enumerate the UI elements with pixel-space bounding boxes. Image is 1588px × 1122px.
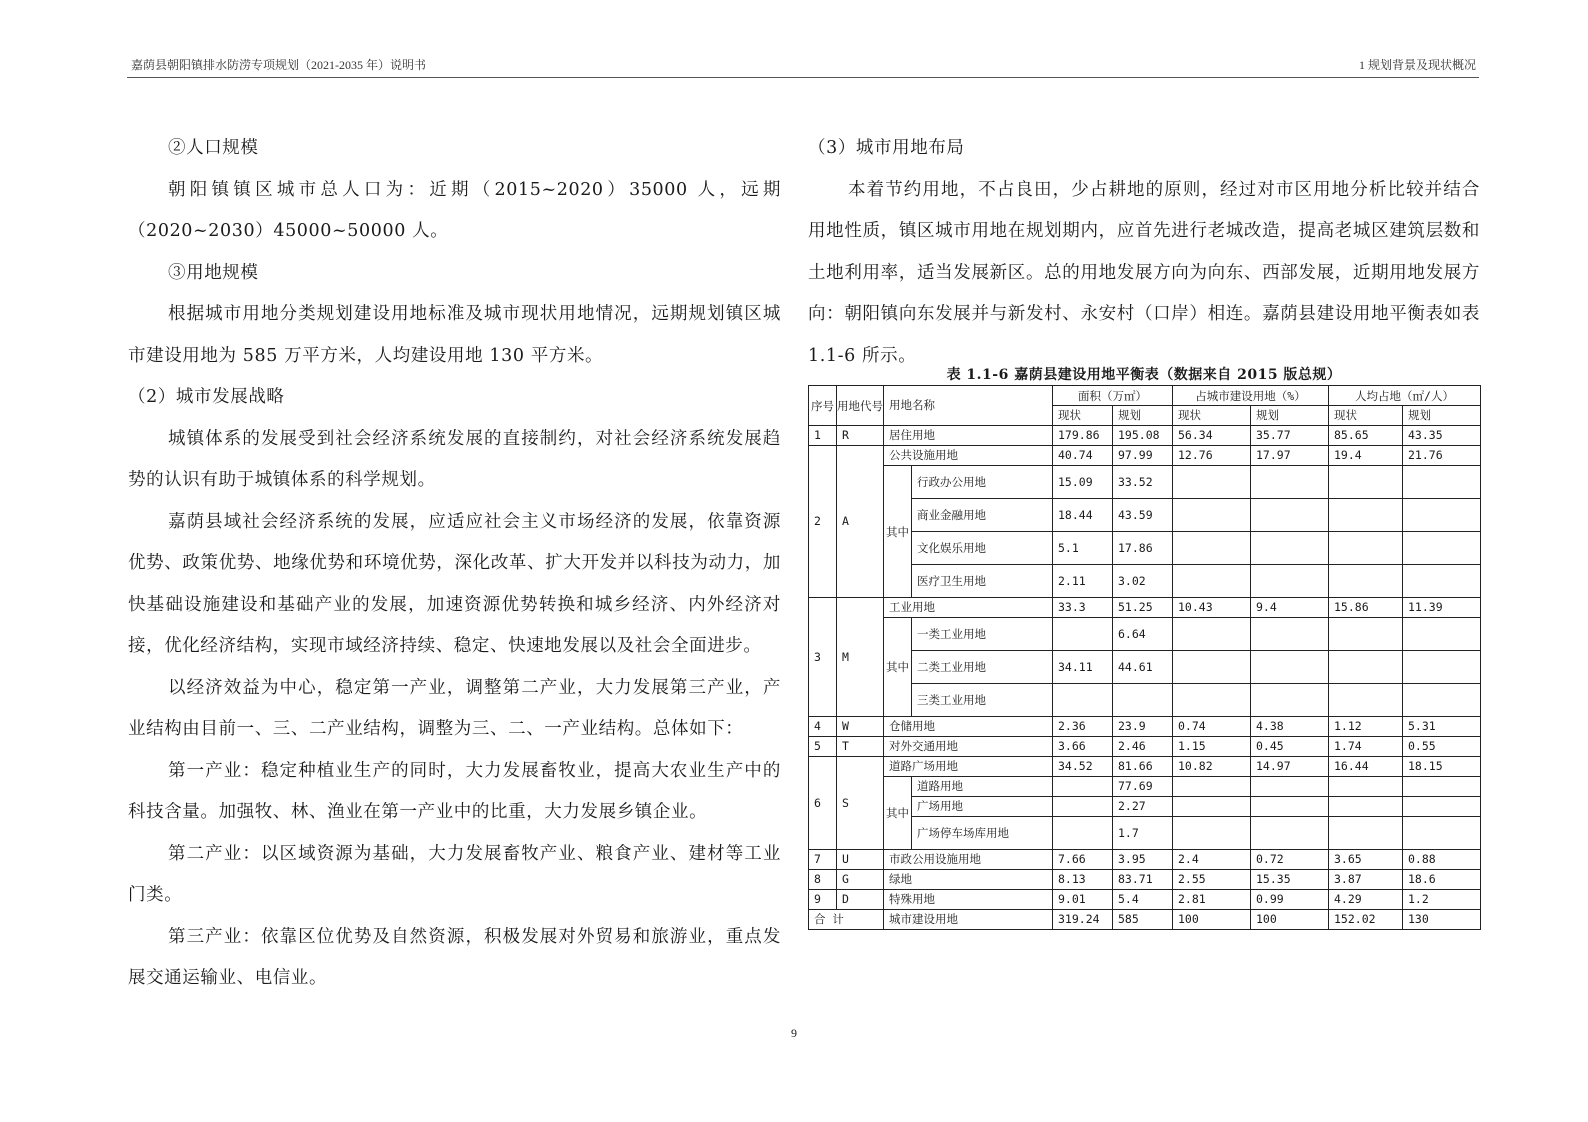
cell-name: 广场用地 [912, 797, 1053, 817]
cell-area-planned [1113, 684, 1173, 717]
cell-name: 道路用地 [912, 777, 1053, 797]
cell-name: 市政公用设施用地 [884, 850, 1053, 870]
cell-percap-current: 1.12 [1329, 717, 1403, 737]
cell-share-planned: 15.35 [1251, 870, 1329, 890]
header-name: 用地名称 [884, 386, 1053, 426]
cell-seq: 4 [809, 717, 837, 737]
cell-name: 绿地 [884, 870, 1053, 890]
cell-empty [1173, 618, 1251, 651]
header-percap-current: 现状 [1329, 406, 1403, 426]
header-code: 用地代号 [837, 386, 884, 426]
cell-percap-planned: 18.6 [1403, 870, 1481, 890]
table-total-row [809, 910, 1481, 930]
cell-area-current: 9.01 [1053, 890, 1113, 910]
right-column [808, 128, 1480, 377]
table-row [809, 890, 1481, 910]
header-share-current: 现状 [1173, 406, 1251, 426]
cell-percap-planned: 1.2 [1403, 890, 1481, 910]
cell-area-current: 179.86 [1053, 426, 1113, 446]
cell-empty [1251, 618, 1329, 651]
cell-area-current [1053, 777, 1113, 797]
land-balance-table [808, 385, 1481, 930]
cell-empty [1173, 777, 1251, 797]
cell-empty [1251, 797, 1329, 817]
cell-name: 三类工业用地 [912, 684, 1053, 717]
cell-name: 医疗卫生用地 [912, 565, 1053, 598]
cell-code: T [837, 737, 884, 757]
population-paragraph: 朝阳镇镇区城市总人口为：近期（2015~2020）35000 人，远期（2020~2030）45000~50000 人。 [128, 179, 781, 241]
cell-area-planned: 97.99 [1113, 446, 1173, 466]
table-header-row [809, 386, 1481, 406]
cell-name: 行政办公用地 [912, 466, 1053, 499]
cell-empty [1403, 565, 1481, 598]
cell-share-current: 1.15 [1173, 737, 1251, 757]
page-number: 9 [791, 1026, 797, 1040]
cell-empty [1173, 466, 1251, 499]
cell-empty [1173, 817, 1251, 850]
cell-empty [1403, 797, 1481, 817]
cell-area-current [1053, 817, 1113, 850]
cell-share-current: 2.55 [1173, 870, 1251, 890]
land-layout-heading: （3）城市用地布局 [808, 138, 965, 158]
cell-area-current [1053, 618, 1113, 651]
cell-qizhong: 其中 [884, 777, 912, 850]
table-row [809, 446, 1481, 466]
cell-seq: 3 [809, 598, 837, 717]
cell-area-planned: 77.69 [1113, 777, 1173, 797]
cell-area-current: 319.24 [1053, 910, 1113, 930]
cell-empty [1251, 466, 1329, 499]
cell-name: 商业金融用地 [912, 499, 1053, 532]
cell-share-planned: 4.38 [1251, 717, 1329, 737]
cell-seq: 9 [809, 890, 837, 910]
table-row [809, 717, 1481, 737]
cell-code: D [837, 890, 884, 910]
cell-empty [1329, 684, 1403, 717]
cell-percap-current: 1.74 [1329, 737, 1403, 757]
cell-empty [1251, 565, 1329, 598]
cell-percap-current: 3.65 [1329, 850, 1403, 870]
table-row [809, 757, 1481, 777]
secondary-industry-paragraph: 第二产业：以区域资源为基础，大力发展畜牧产业、粮食产业、建材等工业门类。 [128, 843, 781, 905]
cell-percap-planned: 130 [1403, 910, 1481, 930]
strategy-paragraph-1: 城镇体系的发展受到社会经济系统发展的直接制约，对社会经济系统发展趋势的认识有助于城镇体系的科学规划。 [128, 428, 781, 490]
cell-empty [1173, 797, 1251, 817]
cell-share-current: 2.81 [1173, 890, 1251, 910]
cell-area-current: 8.13 [1053, 870, 1113, 890]
strategy-paragraph-3: 以经济效益为中心，稳定第一产业，调整第二产业，大力发展第三产业，产业结构由目前一、三、二产业结构，调整为三、二、一产业结构。总体如下： [128, 677, 781, 739]
cell-seq: 5 [809, 737, 837, 757]
cell-area-current: 2.11 [1053, 565, 1113, 598]
cell-area-planned: 33.52 [1113, 466, 1173, 499]
cell-empty [1329, 777, 1403, 797]
cell-empty [1173, 684, 1251, 717]
cell-empty [1251, 777, 1329, 797]
cell-area-planned: 3.02 [1113, 565, 1173, 598]
land-scale-paragraph: 根据城市用地分类规划建设用地标准及城市现状用地情况，远期规划镇区城市建设用地为 585 万平方米，人均建设用地 130 平方米。 [128, 304, 781, 366]
cell-area-planned: 17.86 [1113, 532, 1173, 565]
cell-name: 广场停车场库用地 [912, 817, 1053, 850]
cell-qizhong: 其中 [884, 618, 912, 717]
cell-percap-current: 85.65 [1329, 426, 1403, 446]
cell-empty [1173, 565, 1251, 598]
cell-empty [1251, 499, 1329, 532]
cell-name: 一类工业用地 [912, 618, 1053, 651]
cell-empty [1173, 532, 1251, 565]
cell-area-current: 7.66 [1053, 850, 1113, 870]
cell-name: 居住用地 [884, 426, 1053, 446]
cell-percap-current: 4.29 [1329, 890, 1403, 910]
cell-area-planned: 6.64 [1113, 618, 1173, 651]
cell-empty [1329, 499, 1403, 532]
cell-seq: 1 [809, 426, 837, 446]
cell-name: 城市建设用地 [884, 910, 1053, 930]
table-row [809, 870, 1481, 890]
cell-total-label: 合 计 [809, 910, 884, 930]
header-chapter-title: 1 规划背景及现状概况 [1358, 58, 1476, 72]
cell-percap-planned: 18.15 [1403, 757, 1481, 777]
cell-percap-current: 15.86 [1329, 598, 1403, 618]
table-row [809, 850, 1481, 870]
population-heading: ②人口规模 [168, 138, 259, 158]
cell-area-current: 2.36 [1053, 717, 1113, 737]
cell-share-current: 2.4 [1173, 850, 1251, 870]
cell-percap-planned: 0.55 [1403, 737, 1481, 757]
cell-share-planned: 9.4 [1251, 598, 1329, 618]
cell-name: 文化娱乐用地 [912, 532, 1053, 565]
cell-empty [1403, 618, 1481, 651]
cell-area-planned: 585 [1113, 910, 1173, 930]
header-percap-planned: 规划 [1403, 406, 1481, 426]
cell-empty [1403, 532, 1481, 565]
cell-area-planned: 5.4 [1113, 890, 1173, 910]
cell-code: W [837, 717, 884, 737]
cell-share-current: 100 [1173, 910, 1251, 930]
cell-share-current: 10.43 [1173, 598, 1251, 618]
cell-share-planned: 0.99 [1251, 890, 1329, 910]
cell-empty [1329, 532, 1403, 565]
cell-name: 对外交通用地 [884, 737, 1053, 757]
cell-share-planned: 100 [1251, 910, 1329, 930]
cell-area-current: 3.66 [1053, 737, 1113, 757]
cell-empty [1403, 651, 1481, 684]
cell-percap-current: 19.4 [1329, 446, 1403, 466]
cell-name: 道路广场用地 [884, 757, 1053, 777]
cell-area-current: 40.74 [1053, 446, 1113, 466]
cell-share-planned: 17.97 [1251, 446, 1329, 466]
cell-empty [1251, 651, 1329, 684]
cell-name: 工业用地 [884, 598, 1053, 618]
strategy-heading: （2）城市发展战略 [128, 387, 285, 407]
table-row-sub [809, 618, 1481, 651]
cell-share-current: 0.74 [1173, 717, 1251, 737]
header-document-title: 嘉荫县朝阳镇排水防涝专项规划（2021-2035 年）说明书 [131, 58, 426, 72]
cell-area-planned: 23.9 [1113, 717, 1173, 737]
cell-share-planned: 14.97 [1251, 757, 1329, 777]
cell-code: U [837, 850, 884, 870]
header-area-planned: 规划 [1113, 406, 1173, 426]
cell-name: 仓储用地 [884, 717, 1053, 737]
cell-empty [1329, 466, 1403, 499]
cell-area-current: 15.09 [1053, 466, 1113, 499]
cell-name: 公共设施用地 [884, 446, 1053, 466]
table-row-sub [809, 777, 1481, 797]
header-per-capita: 人均占地（㎡/人） [1329, 386, 1481, 406]
cell-percap-current: 3.87 [1329, 870, 1403, 890]
cell-empty [1251, 817, 1329, 850]
cell-seq: 7 [809, 850, 837, 870]
cell-percap-planned: 11.39 [1403, 598, 1481, 618]
cell-empty [1173, 499, 1251, 532]
cell-area-planned: 2.27 [1113, 797, 1173, 817]
cell-percap-current: 16.44 [1329, 757, 1403, 777]
header-share: 占城市建设用地（%） [1173, 386, 1329, 406]
cell-percap-planned: 5.31 [1403, 717, 1481, 737]
table-row [809, 426, 1481, 446]
cell-code: A [837, 446, 884, 598]
cell-share-planned: 35.77 [1251, 426, 1329, 446]
cell-area-current [1053, 797, 1113, 817]
cell-area-current: 34.11 [1053, 651, 1113, 684]
cell-empty [1329, 651, 1403, 684]
cell-empty [1403, 466, 1481, 499]
table-caption: 表 1.1-6 嘉荫县建设用地平衡表（数据来自 2015 版总规） [946, 367, 1342, 383]
cell-percap-planned: 21.76 [1403, 446, 1481, 466]
land-layout-paragraph: 本着节约用地，不占良田，少占耕地的原则，经过对市区用地分析比较并结合用地性质，镇区城市用地在规划期内，应首先进行老城改造，提高老城区建筑层数和土地利用率，适当发展新区。总的用地发展方向为向东、西部发展，近期用地发展方向：朝阳镇向东发展并与新发村、永安村（口岸）相连。嘉荫县建设用地平衡表如表 1.1-6 所示。 [808, 179, 1480, 366]
cell-area-current [1053, 684, 1113, 717]
cell-empty [1329, 618, 1403, 651]
cell-code: R [837, 426, 884, 446]
primary-industry-paragraph: 第一产业：稳定种植业生产的同时，大力发展畜牧业，提高大农业生产中的科技含量。加强牧、林、渔业在第一产业中的比重，大力发展乡镇企业。 [128, 760, 781, 822]
cell-area-planned: 3.95 [1113, 850, 1173, 870]
cell-empty [1329, 565, 1403, 598]
cell-percap-planned: 0.88 [1403, 850, 1481, 870]
cell-area-planned: 2.46 [1113, 737, 1173, 757]
cell-name: 二类工业用地 [912, 651, 1053, 684]
table-row [809, 598, 1481, 618]
cell-code: S [837, 757, 884, 850]
cell-area-planned: 1.7 [1113, 817, 1173, 850]
cell-seq: 6 [809, 757, 837, 850]
table-row-sub [809, 466, 1481, 499]
tertiary-industry-paragraph: 第三产业：依靠区位优势及自然资源，积极发展对外贸易和旅游业，重点发展交通运输业、电信业。 [128, 926, 781, 988]
cell-empty [1403, 777, 1481, 797]
cell-empty [1173, 651, 1251, 684]
cell-code: M [837, 598, 884, 717]
cell-area-planned: 51.25 [1113, 598, 1173, 618]
cell-share-current: 12.76 [1173, 446, 1251, 466]
header-seq: 序号 [809, 386, 837, 426]
cell-area-current: 33.3 [1053, 598, 1113, 618]
cell-share-planned: 0.45 [1251, 737, 1329, 757]
cell-empty [1403, 684, 1481, 717]
cell-empty [1251, 684, 1329, 717]
cell-code: G [837, 870, 884, 890]
cell-empty [1329, 797, 1403, 817]
cell-area-planned: 83.71 [1113, 870, 1173, 890]
cell-empty [1403, 817, 1481, 850]
header-share-planned: 规划 [1251, 406, 1329, 426]
cell-area-current: 5.1 [1053, 532, 1113, 565]
header-area-current: 现状 [1053, 406, 1113, 426]
cell-percap-current: 152.02 [1329, 910, 1403, 930]
left-column [128, 128, 781, 1000]
cell-seq: 8 [809, 870, 837, 890]
cell-qizhong: 其中 [884, 466, 912, 598]
header-rule [127, 77, 1479, 78]
cell-name: 特殊用地 [884, 890, 1053, 910]
table-row [809, 737, 1481, 757]
cell-share-current: 56.34 [1173, 426, 1251, 446]
cell-area-planned: 81.66 [1113, 757, 1173, 777]
cell-seq: 2 [809, 446, 837, 598]
cell-percap-planned: 43.35 [1403, 426, 1481, 446]
cell-area-current: 34.52 [1053, 757, 1113, 777]
header-area: 面积（万㎡） [1053, 386, 1173, 406]
cell-area-planned: 44.61 [1113, 651, 1173, 684]
land-scale-heading: ③用地规模 [168, 262, 259, 283]
cell-empty [1329, 817, 1403, 850]
cell-empty [1403, 499, 1481, 532]
cell-empty [1251, 532, 1329, 565]
cell-share-planned: 0.72 [1251, 850, 1329, 870]
cell-area-planned: 195.08 [1113, 426, 1173, 446]
cell-share-current: 10.82 [1173, 757, 1251, 777]
cell-area-planned: 43.59 [1113, 499, 1173, 532]
strategy-paragraph-2: 嘉荫县域社会经济系统的发展，应适应社会主义市场经济的发展，依靠资源优势、政策优势、地缘优势和环境优势，深化改革、扩大开发并以科技为动力，加快基础设施建设和基础产业的发展，加速资源优势转换和城乡经济、内外经济对接，优化经济结构，实现市域经济持续、稳定、快速地发展以及社会全面进步。 [128, 511, 781, 656]
cell-area-current: 18.44 [1053, 499, 1113, 532]
